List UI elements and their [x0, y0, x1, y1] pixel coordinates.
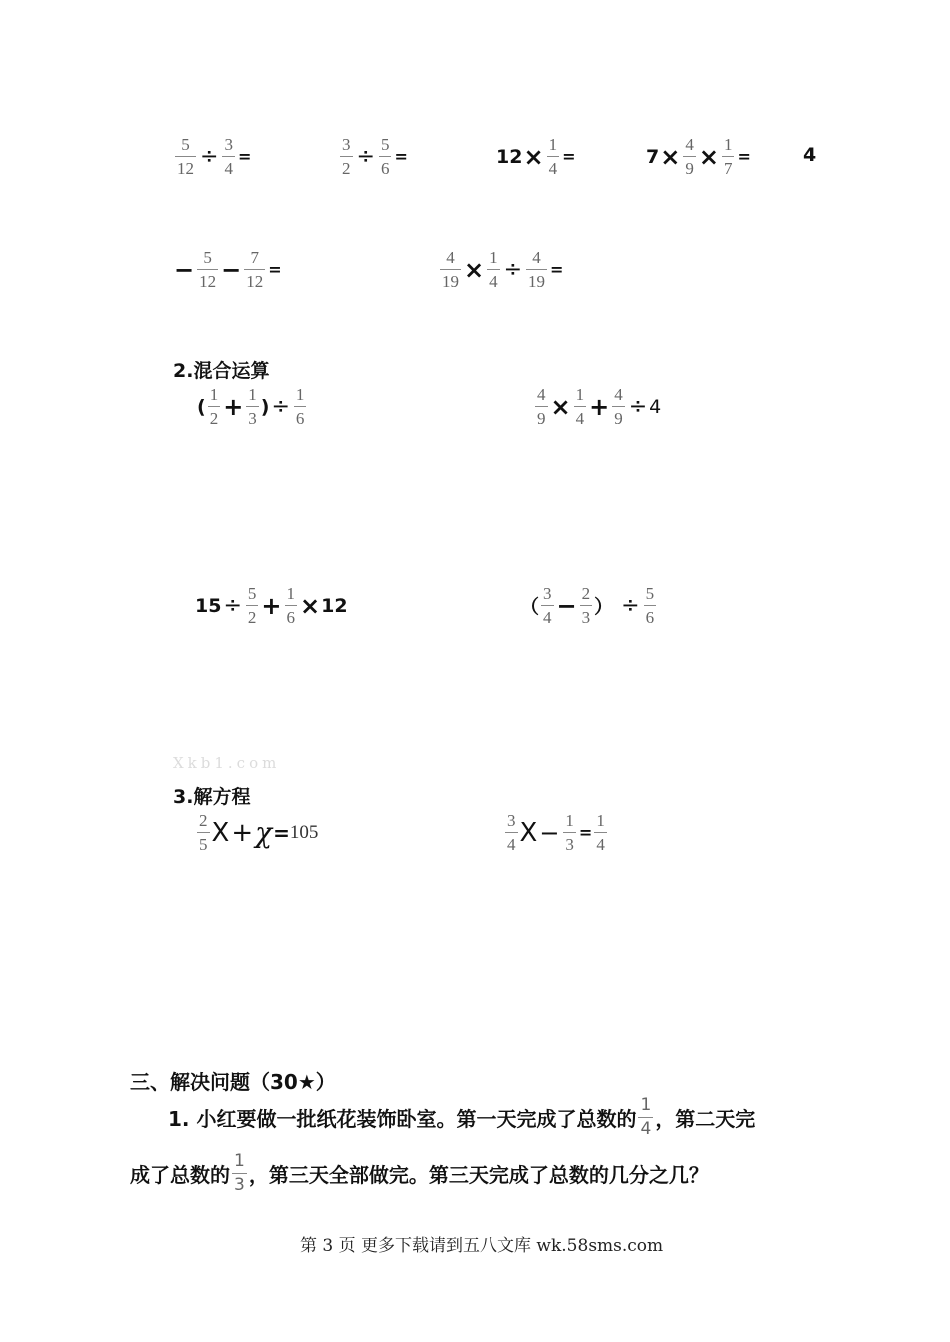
equals-sign: = — [550, 260, 564, 279]
fraction: $\frac{1}{7}$ — [723, 135, 733, 178]
fraction: $\frac{5}{6}$ — [645, 584, 655, 627]
expr-mixed-2 — [533, 386, 661, 427]
watermark-text: Xkb1.com — [173, 754, 281, 772]
minus-sign: − — [556, 591, 577, 620]
divide-sign: ÷ — [200, 144, 219, 169]
problem-text: ，第二天完 — [655, 1107, 756, 1131]
problem-text: 成了总数的 — [130, 1163, 230, 1187]
section-title-equations: 3.解方程 — [173, 786, 251, 808]
expr-row2-2 — [438, 249, 563, 290]
fraction: $\frac{1}{2}$ — [209, 385, 219, 428]
fraction: $\frac{1}{4}$ — [575, 385, 585, 428]
fraction: $\frac{2}{5}$ — [199, 811, 208, 854]
minus-sign: − — [174, 255, 195, 284]
right-paren: ） — [594, 596, 614, 618]
page-footer: 第 3 页 更多下载请到五八文库 wk.58sms.com — [300, 1236, 664, 1256]
equals-sign: = — [273, 820, 290, 845]
divide-sign: ÷ — [356, 144, 375, 169]
fraction: $\frac{1}{6}$ — [295, 385, 305, 428]
fraction: $\frac{4}{9}$ — [537, 385, 546, 428]
times-sign: × — [698, 142, 719, 171]
integer: 15 — [195, 594, 222, 617]
fraction: $\frac{3}{4}$ — [543, 584, 552, 627]
minus-sign: − — [221, 255, 242, 284]
fraction: $\frac{1}{4}$ — [640, 1095, 652, 1139]
divide-sign: ÷ — [621, 593, 640, 618]
fraction: $\frac{4}{19}$ — [528, 248, 546, 291]
fraction: $\frac{1}{6}$ — [286, 584, 295, 627]
rhs-value: 105 — [289, 821, 319, 843]
fraction: $\frac{7}{12}$ — [246, 248, 264, 291]
times-sign: × — [523, 142, 544, 171]
plus-sign: + — [231, 817, 254, 848]
equals-sign: = — [562, 147, 576, 166]
times-sign: × — [550, 392, 571, 421]
expr-row1-1 — [173, 136, 251, 177]
equals-sign: = — [578, 823, 593, 842]
part3-heading: 三、解决问题（30★） — [130, 1070, 336, 1094]
expr-row1-4 — [646, 136, 751, 177]
fraction: $\frac{4}{19}$ — [442, 248, 459, 291]
expr-mixed-1 — [197, 386, 308, 427]
equals-sign: = — [237, 147, 252, 166]
fraction: $\frac{5}{12}$ — [177, 135, 194, 178]
expr-row1-5 — [803, 144, 816, 166]
plus-sign: + — [261, 591, 282, 620]
plus-sign: + — [223, 392, 244, 421]
problem-1-line-2 — [130, 1153, 709, 1194]
left-paren: ( — [197, 395, 206, 418]
section-title-mixed-operations: 2.混合运算 — [173, 360, 270, 382]
fraction: $\frac{3}{4}$ — [507, 811, 516, 854]
equals-sign: = — [737, 147, 751, 166]
equals-sign: = — [268, 260, 282, 279]
times-sign: × — [464, 255, 485, 284]
plus-sign: + — [589, 392, 610, 421]
fraction: $\frac{2}{3}$ — [581, 584, 591, 627]
variable-chi: χ — [255, 816, 273, 849]
fraction: $\frac{1}{3}$ — [248, 385, 257, 428]
integer: 12 — [496, 145, 523, 168]
expr-equation-1 — [195, 812, 318, 853]
problem-1-line-1 — [168, 1097, 755, 1138]
fraction: $\frac{4}{9}$ — [614, 385, 623, 428]
integer: 7 — [646, 145, 660, 168]
fraction: $\frac{1}{3}$ — [234, 1151, 245, 1195]
integer: 4 — [803, 144, 817, 166]
variable-x: X — [211, 817, 230, 848]
integer: 4 — [649, 395, 662, 418]
divide-sign: ÷ — [503, 257, 523, 282]
variable-x: X — [519, 817, 538, 848]
expr-row2-1 — [173, 249, 282, 290]
left-paren: （ — [520, 596, 540, 618]
fraction: $\frac{1}{4}$ — [548, 135, 558, 178]
expr-mixed-4 — [520, 585, 658, 626]
expr-equation-2 — [503, 812, 609, 853]
expr-row1-3 — [496, 136, 575, 177]
expr-row1-2 — [338, 136, 408, 177]
problem-text: 1. 小红要做一批纸花装饰卧室。第一天完成了总数的 — [168, 1107, 637, 1131]
fraction: $\frac{5}{12}$ — [199, 248, 217, 291]
fraction: $\frac{4}{9}$ — [685, 135, 694, 178]
minus-sign: − — [539, 818, 560, 847]
divide-sign: ÷ — [628, 394, 648, 419]
fraction: $\frac{1}{3}$ — [565, 811, 574, 854]
fraction: $\frac{5}{2}$ — [247, 584, 257, 627]
divide-sign: ÷ — [271, 394, 290, 419]
right-paren: ) — [260, 395, 270, 418]
problem-text: ，第三天全部做完。第三天完成了总数的几分之几？ — [248, 1163, 709, 1187]
divide-sign: ÷ — [223, 593, 242, 618]
fraction: $\frac{5}{6}$ — [380, 135, 390, 178]
expr-mixed-3 — [195, 585, 348, 626]
equals-sign: = — [394, 147, 408, 166]
fraction: $\frac{1}{4}$ — [596, 811, 605, 854]
fraction: $\frac{1}{4}$ — [489, 248, 498, 291]
fraction: $\frac{3}{4}$ — [224, 135, 233, 178]
times-sign: × — [660, 142, 681, 171]
fraction: $\frac{3}{2}$ — [342, 135, 351, 178]
integer: 12 — [321, 594, 348, 617]
times-sign: × — [300, 591, 321, 620]
